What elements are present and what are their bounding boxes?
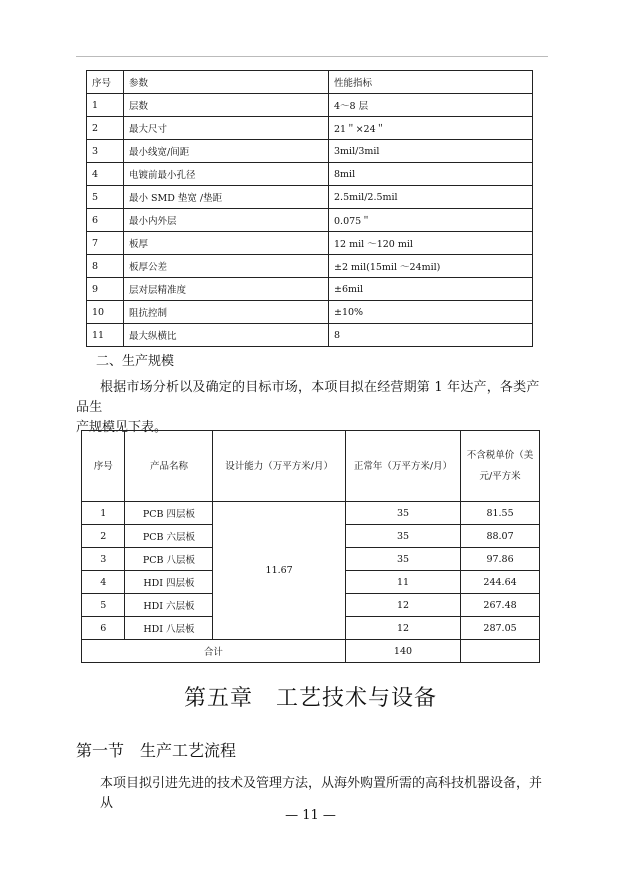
paragraph-line-2: 产规模见下表。: [76, 420, 168, 435]
section-2-title: 二、生产规模: [96, 354, 175, 369]
unit-price: 267.48: [461, 594, 540, 617]
spec-cell: ±2 mil(15mil ～24mil): [329, 255, 533, 278]
unit-price: 81.55: [461, 502, 540, 525]
production-table: [81, 430, 540, 663]
row-no: 5: [82, 594, 125, 617]
spec-cell: 8mil: [329, 163, 533, 186]
spec-cell: 最大尺寸: [124, 117, 329, 140]
spec-cell: 板厚: [124, 232, 329, 255]
spec-cell: 3: [87, 140, 124, 163]
total-value: 140: [345, 640, 460, 663]
paragraph-line-1: 根据市场分析以及确定的目标市场，本项目拟在经营期第 1 年达产，各类产品生: [76, 380, 540, 415]
product-name: PCB 八层板: [125, 548, 213, 571]
spec-cell: 阻抗控制: [124, 301, 329, 324]
page-number: — 11 —: [285, 808, 336, 823]
table-row: [87, 324, 533, 347]
table-row: [87, 255, 533, 278]
spec-cell: 0.075＂: [329, 209, 533, 232]
header-no: 序号: [82, 431, 125, 502]
normal-year-output: 11: [345, 571, 460, 594]
spec-cell: 9: [87, 278, 124, 301]
normal-year-output: 35: [345, 502, 460, 525]
table-row: [87, 186, 533, 209]
paragraph-process: 本项目拟引进先进的技术及管理方法，从海外购置所需的高科技机器设备，并从: [100, 776, 543, 811]
table-row: [87, 163, 533, 186]
product-name: HDI 六层板: [125, 594, 213, 617]
row-no: 6: [82, 617, 125, 640]
product-name: HDI 四层板: [125, 571, 213, 594]
spec-cell: 3mil/3mil: [329, 140, 533, 163]
normal-year-output: 12: [345, 617, 460, 640]
spec-cell: 电镀前最小孔径: [124, 163, 329, 186]
row-no: 2: [82, 525, 125, 548]
normal-year-output: 35: [345, 548, 460, 571]
table-row: [87, 140, 533, 163]
spec-cell: 4: [87, 163, 124, 186]
spec-cell: 5: [87, 186, 124, 209]
spec-cell: 板厚公差: [124, 255, 329, 278]
unit-price: 244.64: [461, 571, 540, 594]
product-name: PCB 四层板: [125, 502, 213, 525]
table-row: [87, 117, 533, 140]
spec-cell: ±6mil: [329, 278, 533, 301]
spec-cell: 21＂×24＂: [329, 117, 533, 140]
paragraph-production-scale: [76, 378, 546, 438]
spec-cell: 7: [87, 232, 124, 255]
header-capacity: 设计能力（万平方米/月）: [213, 431, 345, 502]
spec-header-cell: 性能指标: [329, 71, 533, 94]
spec-table: [86, 70, 533, 347]
header-unit-price: 不含税单价（美元/平方米: [461, 431, 540, 502]
header-rule: [76, 56, 548, 57]
table-row: [87, 94, 533, 117]
spec-cell: 12 mil ～120 mil: [329, 232, 533, 255]
unit-price: 88.07: [461, 525, 540, 548]
normal-year-output: 12: [345, 594, 460, 617]
spec-cell: 10: [87, 301, 124, 324]
unit-price: 97.86: [461, 548, 540, 571]
normal-year-output: 35: [345, 525, 460, 548]
total-price-empty: [461, 640, 540, 663]
spec-cell: ±10%: [329, 301, 533, 324]
spec-cell: 层对层精准度: [124, 278, 329, 301]
section-title: 第一节 生产工艺流程: [76, 741, 237, 760]
spec-cell: 8: [329, 324, 533, 347]
product-name: PCB 六层板: [125, 525, 213, 548]
spec-cell: 2.5mil/2.5mil: [329, 186, 533, 209]
table-row: [87, 232, 533, 255]
table-row: [87, 301, 533, 324]
spec-cell: 11: [87, 324, 124, 347]
chapter-title: 第五章 工艺技术与设备: [183, 686, 437, 711]
spec-cell: 1: [87, 94, 124, 117]
row-no: 4: [82, 571, 125, 594]
spec-cell: 2: [87, 117, 124, 140]
spec-cell: 4～8 层: [329, 94, 533, 117]
spec-cell: 最大纵横比: [124, 324, 329, 347]
unit-price: 287.05: [461, 617, 540, 640]
spec-cell: 最小内外层: [124, 209, 329, 232]
row-no: 3: [82, 548, 125, 571]
table-row: [87, 209, 533, 232]
design-capacity: 11.67: [213, 502, 345, 640]
spec-cell: 层数: [124, 94, 329, 117]
production-table-header: [82, 431, 540, 502]
header-normal-year: 正常年（万平方米/月）: [345, 431, 460, 502]
row-no: 1: [82, 502, 125, 525]
spec-table-header: [87, 71, 533, 94]
header-product-name: 产品名称: [125, 431, 213, 502]
spec-cell: 最小线宽/间距: [124, 140, 329, 163]
table-row: [82, 502, 540, 525]
spec-cell: 最小 SMD 垫宽 /垫距: [124, 186, 329, 209]
total-row: [82, 640, 540, 663]
spec-cell: 8: [87, 255, 124, 278]
table-row: [87, 278, 533, 301]
spec-header-cell: 参数: [124, 71, 329, 94]
total-label: 合计: [82, 640, 346, 663]
spec-cell: 6: [87, 209, 124, 232]
spec-header-cell: 序号: [87, 71, 124, 94]
product-name: HDI 八层板: [125, 617, 213, 640]
